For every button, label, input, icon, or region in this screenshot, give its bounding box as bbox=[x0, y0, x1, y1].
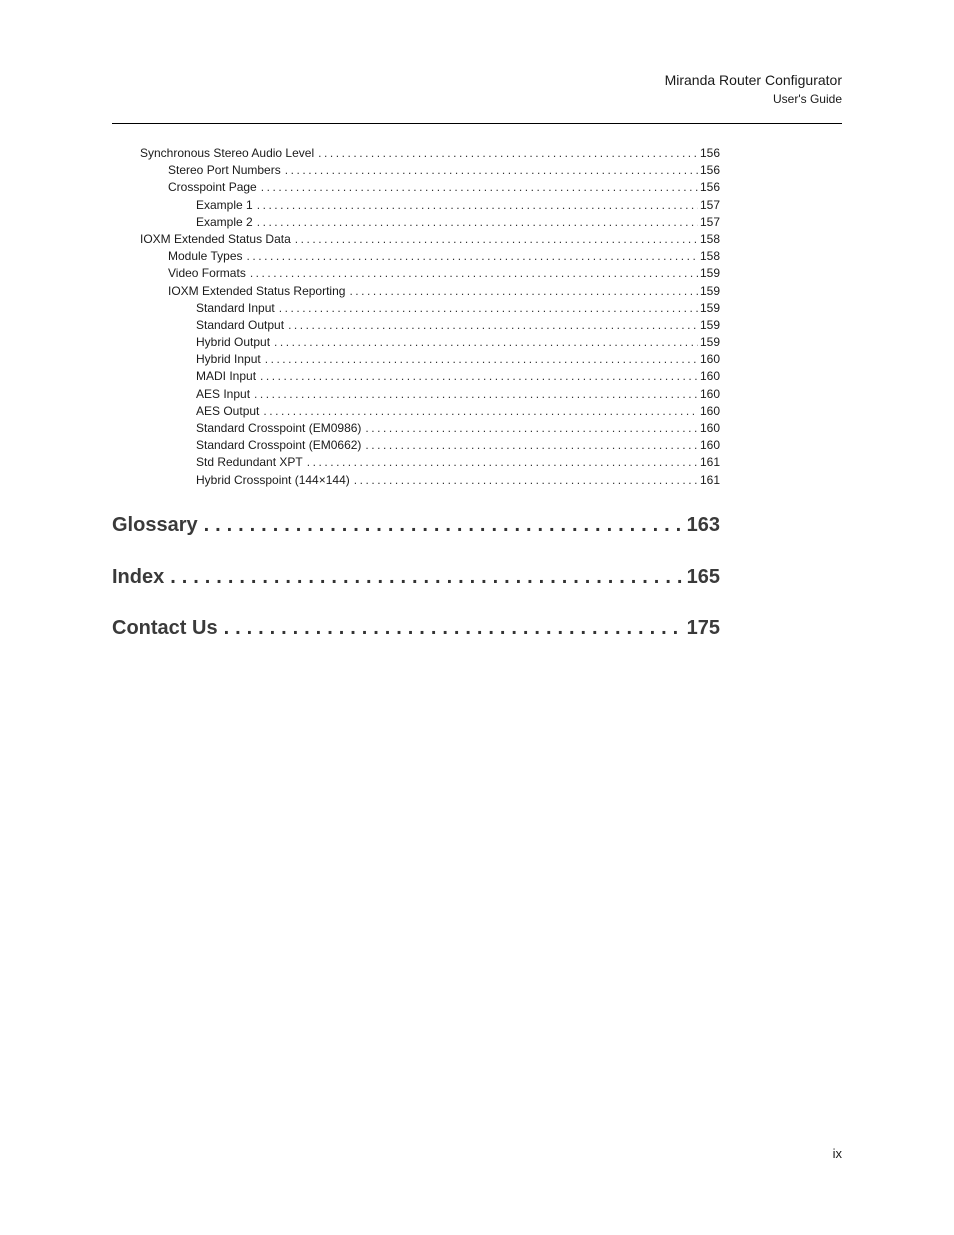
toc-leader-dots bbox=[349, 283, 698, 300]
toc-entry-page: 156 bbox=[699, 146, 720, 160]
toc-leader-dots bbox=[307, 454, 698, 471]
toc-leader-dots bbox=[204, 514, 685, 537]
toc-entry-page: 159 bbox=[699, 317, 720, 332]
toc-leader-dots bbox=[224, 617, 685, 640]
toc-leader-dots bbox=[254, 386, 698, 403]
toc-entry[interactable] bbox=[196, 351, 720, 368]
toc-entry[interactable] bbox=[168, 265, 720, 282]
toc-entry[interactable] bbox=[140, 145, 720, 162]
toc-entry-page: 160 bbox=[699, 421, 720, 435]
toc-entry-page: 159 bbox=[699, 266, 720, 281]
toc-entry[interactable] bbox=[140, 231, 720, 248]
toc-entry[interactable] bbox=[196, 317, 720, 334]
toc-entry-page: 156 bbox=[699, 163, 720, 178]
toc-entry-page: 160 bbox=[699, 403, 720, 418]
toc-entry-page: 156 bbox=[699, 180, 720, 195]
toc-entry-page: 160 bbox=[699, 369, 720, 384]
toc-entry[interactable] bbox=[168, 248, 720, 265]
toc-leader-dots bbox=[285, 162, 698, 179]
toc-leader-dots bbox=[265, 351, 698, 368]
toc-entry-page: 160 bbox=[699, 386, 720, 401]
toc-leader-dots bbox=[257, 214, 698, 231]
toc-entry[interactable] bbox=[168, 162, 720, 179]
toc-entry[interactable] bbox=[196, 197, 720, 214]
toc-entry-page: 159 bbox=[699, 300, 720, 315]
toc-leader-dots bbox=[263, 403, 698, 420]
toc-entry[interactable] bbox=[196, 420, 720, 437]
toc-entry-label: Example 1 bbox=[196, 197, 253, 212]
toc-entry[interactable] bbox=[168, 179, 720, 196]
toc-chapter-glossary[interactable] bbox=[112, 514, 720, 544]
toc-leader-dots bbox=[274, 334, 698, 351]
toc-chapter-label: Contact Us bbox=[112, 617, 218, 639]
toc-entry-label: IOXM Extended Status Data bbox=[140, 231, 291, 246]
document-title: Miranda Router Configurator bbox=[664, 72, 842, 88]
toc-entry-label: Video Formats bbox=[168, 266, 246, 281]
toc-entry-label: Standard Output bbox=[196, 317, 285, 332]
toc-leader-dots bbox=[257, 197, 698, 214]
toc-leader-dots bbox=[354, 472, 698, 489]
toc-leader-dots bbox=[170, 566, 684, 589]
toc-leader-dots bbox=[261, 179, 698, 196]
toc-chapter-page: 163 bbox=[686, 514, 720, 536]
toc-entry-label: AES Output bbox=[196, 403, 260, 418]
toc-entry-label: Standard Crosspoint (EM0986) bbox=[196, 421, 362, 435]
toc-entry-label: Standard Crosspoint (EM0662) bbox=[196, 438, 362, 453]
toc-chapter-page: 175 bbox=[686, 617, 720, 639]
toc-leader-dots bbox=[318, 145, 698, 162]
toc-entry[interactable] bbox=[196, 386, 720, 403]
toc-entry-page: 159 bbox=[699, 335, 720, 350]
toc-entry-label: Synchronous Stereo Audio Level bbox=[140, 146, 315, 160]
toc-entry[interactable] bbox=[196, 403, 720, 420]
toc-chapter-label: Index bbox=[112, 566, 165, 588]
toc-entry[interactable] bbox=[196, 454, 720, 471]
toc-entry[interactable] bbox=[196, 437, 720, 454]
toc-leader-dots bbox=[365, 420, 698, 437]
toc-leader-dots bbox=[288, 317, 698, 334]
toc-entry-page: 160 bbox=[699, 352, 720, 367]
toc-entry-page: 159 bbox=[699, 283, 720, 298]
toc-entry-label: Module Types bbox=[168, 249, 243, 264]
toc-entry-page: 158 bbox=[699, 231, 720, 246]
toc-chapter-label: Glossary bbox=[112, 514, 198, 536]
toc-entry-label: MADI Input bbox=[196, 369, 257, 384]
toc-leader-dots bbox=[250, 265, 698, 282]
header-rule bbox=[112, 123, 842, 124]
page-number: ix bbox=[832, 1146, 842, 1161]
toc-chapter-page: 165 bbox=[686, 566, 720, 588]
toc-leader-dots bbox=[260, 368, 698, 385]
toc-leader-dots bbox=[247, 248, 698, 265]
toc-entry-label: IOXM Extended Status Reporting bbox=[168, 283, 346, 298]
toc-entry-page: 157 bbox=[699, 214, 720, 229]
toc-entry-label: Stereo Port Numbers bbox=[168, 163, 281, 178]
toc-entry-label: Standard Input bbox=[196, 300, 275, 315]
page-header bbox=[665, 70, 842, 108]
toc-entry[interactable] bbox=[196, 300, 720, 317]
toc-entry-page: 161 bbox=[699, 455, 720, 470]
toc-entry[interactable] bbox=[196, 214, 720, 231]
toc-leader-dots bbox=[295, 231, 698, 248]
toc-entry-label: Hybrid Output bbox=[196, 335, 271, 350]
toc-entry-label: Example 2 bbox=[196, 214, 253, 229]
toc-entry[interactable] bbox=[196, 368, 720, 385]
toc-entry-label: AES Input bbox=[196, 386, 251, 401]
toc-entry-page: 157 bbox=[699, 197, 720, 212]
toc-entry[interactable] bbox=[196, 472, 720, 489]
toc-entry-page: 160 bbox=[699, 438, 720, 453]
document-subtitle: User's Guide bbox=[773, 92, 842, 106]
toc-entry-label: Hybrid Crosspoint (144×144) bbox=[196, 472, 350, 487]
toc-entry-label: Hybrid Input bbox=[196, 352, 261, 367]
toc-leader-dots bbox=[279, 300, 698, 317]
toc-subsection-list bbox=[0, 145, 954, 489]
toc-entry-label: Std Redundant XPT bbox=[196, 455, 303, 470]
toc-entry-page: 158 bbox=[699, 249, 720, 264]
toc-leader-dots bbox=[365, 437, 698, 454]
toc-entry-page: 161 bbox=[699, 472, 720, 487]
toc-chapter-contact-us[interactable] bbox=[112, 617, 720, 647]
toc-entry[interactable] bbox=[168, 283, 720, 300]
toc-entry[interactable] bbox=[196, 334, 720, 351]
toc-entry-label: Crosspoint Page bbox=[168, 180, 257, 195]
toc-chapter-index[interactable] bbox=[112, 566, 720, 596]
